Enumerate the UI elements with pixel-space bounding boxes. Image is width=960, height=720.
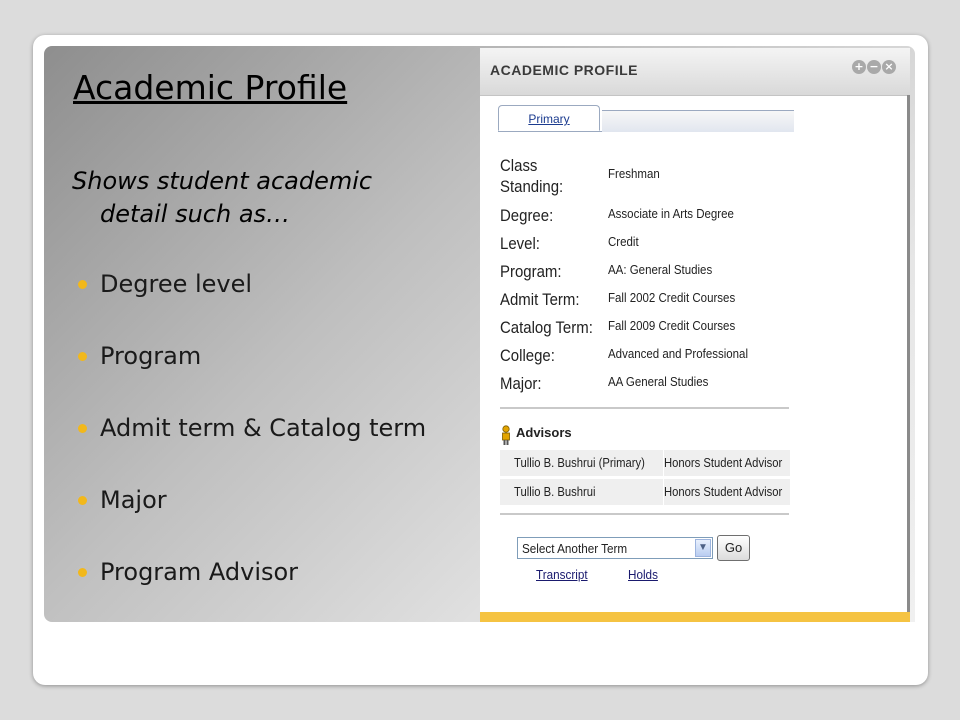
window-bottom-bar — [480, 612, 910, 622]
bullet-dot-icon — [78, 352, 87, 361]
tab-strip — [498, 105, 794, 132]
term-select[interactable] — [517, 537, 713, 559]
field-value: Freshman — [608, 167, 660, 181]
subtitle-line-2: detail such as… — [100, 200, 291, 228]
bullet-item — [78, 550, 426, 622]
field-value: Advanced and Professional — [608, 347, 749, 361]
window-scrollbar-edge — [907, 95, 910, 622]
tab-strip-fill — [602, 110, 794, 132]
field-value: AA: General Studies — [608, 263, 713, 277]
window-header — [480, 48, 910, 96]
table-row — [500, 479, 790, 505]
field-value: Fall 2002 Credit Courses — [608, 291, 736, 305]
bullet-item — [78, 334, 426, 406]
divider — [500, 407, 789, 409]
bullet-list — [78, 262, 426, 622]
advisors-table — [500, 450, 790, 508]
slide-subtitle — [72, 165, 452, 231]
advisor-role: Honors Student Advisor — [664, 456, 783, 470]
advisor-role: Honors Student Advisor — [664, 485, 783, 499]
transcript-link[interactable]: Transcript — [536, 567, 588, 582]
bullet-dot-icon — [78, 568, 87, 577]
academic-profile-window — [480, 48, 910, 622]
tab-primary[interactable]: Primary — [498, 105, 600, 131]
advisor-name: Tullio B. Bushrui (Primary) — [514, 456, 645, 470]
field-label: Class Standing: — [500, 156, 564, 196]
bullet-text: Degree level — [100, 270, 253, 298]
bullet-item — [78, 406, 426, 478]
close-icon[interactable]: × — [882, 60, 896, 74]
field-value: Fall 2009 Credit Courses — [608, 319, 736, 333]
bullet-dot-icon — [78, 424, 87, 433]
subtitle-line-1: Shows student academic — [72, 167, 373, 195]
divider — [500, 513, 789, 515]
chevron-down-icon[interactable]: ▼ — [695, 539, 711, 557]
field-value: Associate in Arts Degree — [608, 207, 734, 221]
bullet-text: Major — [100, 486, 167, 514]
field-label: Catalog Term: — [500, 318, 593, 337]
minus-icon[interactable]: − — [867, 60, 881, 74]
bullet-dot-icon — [78, 280, 87, 289]
field-label: Program: — [500, 262, 562, 281]
field-value: Credit — [608, 235, 639, 249]
bullet-item — [78, 262, 426, 334]
field-label: Degree: — [500, 206, 554, 225]
window-controls — [852, 60, 896, 74]
bullet-dot-icon — [78, 496, 87, 505]
field-label: Admit Term: — [500, 290, 580, 309]
field-label: Level: — [500, 234, 540, 253]
window-title: ACADEMIC PROFILE — [490, 62, 638, 78]
add-icon[interactable]: + — [852, 60, 866, 74]
table-row — [500, 450, 790, 476]
field-label: College: — [500, 346, 555, 365]
holds-link[interactable]: Holds — [628, 567, 658, 582]
slide-title: Academic Profile — [73, 68, 348, 107]
field-label: Major: — [500, 374, 542, 393]
bullet-text: Program — [100, 342, 202, 370]
term-select-value: Select Another Term — [522, 541, 628, 556]
field-value: AA General Studies — [608, 375, 709, 389]
bullet-text: Admit term & Catalog term — [100, 414, 427, 442]
bullet-item — [78, 478, 426, 550]
advisor-name: Tullio B. Bushrui — [514, 485, 596, 499]
bullet-text: Program Advisor — [100, 558, 299, 586]
advisors-heading: Advisors — [516, 425, 572, 440]
go-button[interactable]: Go — [717, 535, 750, 561]
person-icon — [500, 425, 512, 445]
